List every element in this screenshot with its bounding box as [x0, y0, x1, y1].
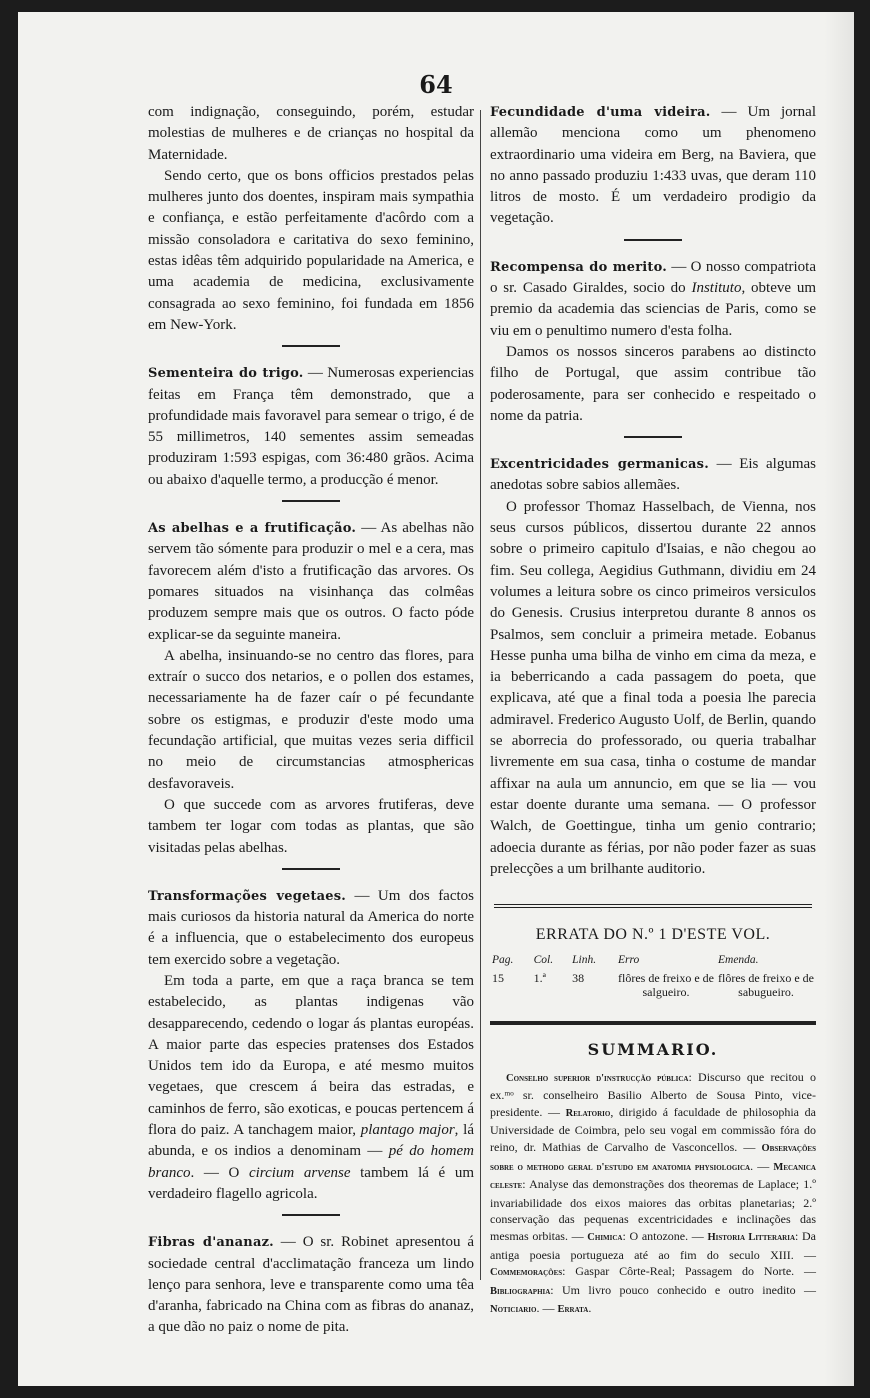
article-text: — Um dos factos mais curiosos da historia natural da America do norte é a influencia, que o estabelecimento dos europeus tem exercido sobre a vegetação. [148, 887, 475, 968]
paragraph [148, 971, 474, 1205]
separator [624, 239, 682, 241]
article-sementeira [148, 363, 474, 491]
paragraph: A abelha, insinuando-se no centro das flores, para extraír o succo dos netarios, e o pollen dos estames, necessariamente ha de fazer caír o pé fecundante sobre os estigmas, e produzir d'este modo uma fecundação artificial, que muitas vezes seria difficil no meio de circumstancias atmosphericas desfavoraveis. [148, 647, 474, 792]
article-heading: Fibras d'ananaz. [148, 1235, 274, 1251]
summary-topic: Relatorio [565, 1107, 611, 1119]
page-sheet [18, 12, 854, 1386]
summary-run: . — [536, 1301, 558, 1316]
errata-header: Erro [618, 954, 640, 967]
article-text: — Eis algumas anedotas sobre sabios allemães. [490, 456, 816, 494]
table-row [490, 971, 816, 999]
separator [282, 1214, 340, 1216]
right-column [490, 102, 816, 1319]
errata-header: Col. [533, 954, 554, 967]
italic-term: Instituto [691, 280, 742, 297]
double-rule [494, 904, 812, 908]
summary-run: . [588, 1301, 592, 1316]
summary-topic: Commemorações [490, 1267, 563, 1279]
summary-run: , dirigido á faculdade de philosophia da Universidade de Coimbra, pelo seu vogal em commissão fóra do reino, dr. Mathias de Carvalho de Vasconcellos. — [490, 1104, 817, 1155]
article-heading: As abelhas e a frutificação. [148, 521, 357, 537]
article-heading: Sementeira do trigo. [148, 366, 304, 382]
summary-run: : O antozone. — [622, 1229, 708, 1244]
summary-topic: Mecanica celeste [490, 1161, 816, 1192]
italic-term: pé do homem branco [148, 1143, 474, 1181]
paragraph: Sendo certo, que os bons officios prestados pelas mulheres junto dos doentes, inspiram mais sympathia e confiança, e estão perfeitamente d'acôrdo com a missão consoladora e caritativa do sexo feminino, estas idêas têm adquirido popularidade na America, e uma academia de medicina, exclusivamente consagrada ao sexo feminino, foi fundada em 1856 em New-York. [148, 167, 474, 333]
summary-topic: Historia Litteraria [707, 1232, 796, 1244]
errata-cell: 1.ª [533, 971, 546, 986]
article-fibras [148, 1232, 474, 1338]
paragraph: Damos os nossos sinceros parabens ao distincto filho de Portugal, que assim contribue tão poderosamente, para ser conhecido e respeitado o nome da patria. [490, 343, 816, 424]
italic-term: plantago major [360, 1122, 455, 1139]
article-heading: Fecundidade d'uma videira. [490, 105, 711, 120]
article-abelhas [148, 518, 474, 646]
summary-title: SUMMARIO. [587, 1040, 719, 1060]
article-heading: Recompensa do merito. [490, 259, 667, 275]
article-excentricidades [490, 454, 816, 497]
summary-topic: Observações sobre o methodo geral d'estudo em anatomia physiologica [490, 1143, 816, 1173]
article-text: — Um jornal allemão menciona como um phenomeno extraordinario uma videira em Berg, na Baviera, que no anno passado produziu 1:433 uvas, que deram 110 litros de mosto. É um verdadeiro prodigio da vegetação. [490, 104, 816, 227]
article-text: — Numerosas experiencias feitas em França têm demonstrado, que a profundidade mais favoravel para semear o trigo, é de 55 millimetros, 140 sementes assim semeadas produziram 1:593 espigas, com 36:480 grãos. Acima ou abaixo d'aquelle termo, a producção é menor. [148, 365, 474, 488]
summary-run: : Discurso que recitou o ex.ᵐᵒ sr. conselheiro Basilio Alberto de Sousa Pinto, vice-presidente. — [490, 1069, 817, 1119]
paragraph: O professor Thomaz Hasselbach, de Vienna, nos seus cursos públicos, dissertou durante 22 annos sobre o primeiro capitulo d'Isaias, e não chegou ao fim. Seu collega, Aegidius Guthmann, dividiu em 24 volumes a leitura sobre os cinco primeiros versiculos do Genesis. Crusius interpretou durante 8 annos os Psalmos, sem concluir a primeira metade. Eobanus Hesse punha uma bilha de vinho em cima da meza, e ia beberricando a cada passagem do poeta, que explicava, até que a final toda a poesia lhe parecia admiravel. Frederico Augusto Uolf, de Berlin, quando se aborrecia do professorado, ou queria trabalhar livremente em sua casa, tinha o costume de mandar affixar na aula um annuncio, em que se lia — vou estar doente durante uma semana. — O professor Walch, de Goettingue, tinha um genio contrario; adoecia durante as férias, por não poder fazer as suas prelecções a um brilhante auditorio. [490, 498, 816, 877]
errata-title: ERRATA DO N.º 1 D'ESTE VOL. [535, 926, 771, 944]
separator [282, 500, 340, 502]
summary-topic: Bibliographia [490, 1285, 551, 1297]
summary-run: : Gaspar Côrte-Real; Passagem do Norte. — [562, 1264, 816, 1279]
errata-cell: 15 [492, 971, 504, 986]
errata-table [490, 951, 816, 999]
summary-run: . — [750, 1158, 774, 1173]
summary-topic: Noticiario [490, 1304, 537, 1316]
left-column [148, 102, 474, 1339]
article-transformacoes [148, 886, 474, 971]
page-edge-shadow [824, 12, 854, 1386]
errata-header: Pag. [492, 954, 514, 967]
summary-run: : Analyse das demonstrações dos theoremas de Laplace; 1.º invariabilidade dos eixos maiores das orbitas planetarias; 2.º conservação das pequenas excentricidades e inclinações das mesmas orbitas. — [490, 1177, 816, 1244]
errata-cell: 38 [572, 971, 585, 986]
summary-run: : Da antiga poesia portugueza até ao fim do seculo XIII. — [490, 1229, 816, 1262]
text-run: . — O [190, 1164, 249, 1181]
separator [282, 345, 340, 347]
separator [624, 436, 682, 438]
article-text: — As abelhas não servem tão sómente para produzir o mel e a cera, mas favorecem além d'isto a frutificação das arvores. Os pomares situados na visinhança das colmêas produzem sempre mais que os outros. O facto póde explicar-se da seguinte maneira. [148, 520, 474, 643]
italic-term: circium arvense [248, 1164, 351, 1181]
article-recompensa [490, 257, 816, 342]
summary-text [490, 1069, 816, 1319]
article-fecundidade [490, 102, 816, 230]
text-run: Em toda a parte, em que a raça branca se tem estabelecido, as plantas indigenas vão desapparecendo, cedendo o logar ás plantas européas. A maior parte das especies pratenses dos Estados Unidos tem ido da Europa, e até mesmo muitos vegetaes, que crescem á beira das estradas, e caminhos de ferro, são exoticas, e poucas pertencem á flora do paiz. A tanchagem maior, [148, 972, 474, 1139]
errata-header: Linh. [572, 954, 597, 967]
thick-rule [490, 1021, 816, 1025]
column-divider [480, 110, 481, 1280]
article-heading: Transformações vegetaes. [148, 888, 347, 904]
errata-cell: flôres de freixo e de salgueiro. [618, 971, 714, 1000]
summary-topic: Chimica [587, 1232, 623, 1244]
paragraph: O que succede com as arvores frutiferas, deve tambem ter logar com todas as plantas, que são visitadas pelas abelhas. [148, 796, 474, 856]
summary-topic: Conselho superior d'instrucção pública [506, 1072, 689, 1084]
text-run: , lá abunda, e os indios a denominam — [148, 1122, 474, 1160]
errata-cell: flôres de freixo e de sabugueiro. [718, 971, 814, 1000]
article-text: — O sr. Robinet apresentou á sociedade central d'acclimatação franceza um lindo lenço para senhora, leve e transparente como uma têa d'aranha, fabricado na China com as fibras do ananaz, a que dão no paiz o nome de pita. [148, 1234, 475, 1336]
page-number: 64 [419, 70, 453, 99]
errata-header: Emenda. [718, 954, 759, 967]
separator [282, 868, 340, 870]
text-run: tambem lá é um verdadeiro flagello agricola. [148, 1164, 474, 1202]
paragraph: com indignação, conseguindo, porém, estudar molestias de mulheres e de crianças no hospital da Maternidade. [148, 104, 474, 163]
summary-run: : Um livro pouco conhecido e outro inedito — [550, 1282, 816, 1297]
article-text: , obteve um premio da academia das sciencias de Paris, como se viu em o penultimo numero d'esta folha. [490, 280, 816, 339]
summary-topic: Errata [557, 1304, 589, 1316]
article-heading: Excentricidades germanicas. [490, 457, 709, 473]
article-text: — O nosso compatriota o sr. Casado Giraldes, socio do [490, 258, 816, 297]
